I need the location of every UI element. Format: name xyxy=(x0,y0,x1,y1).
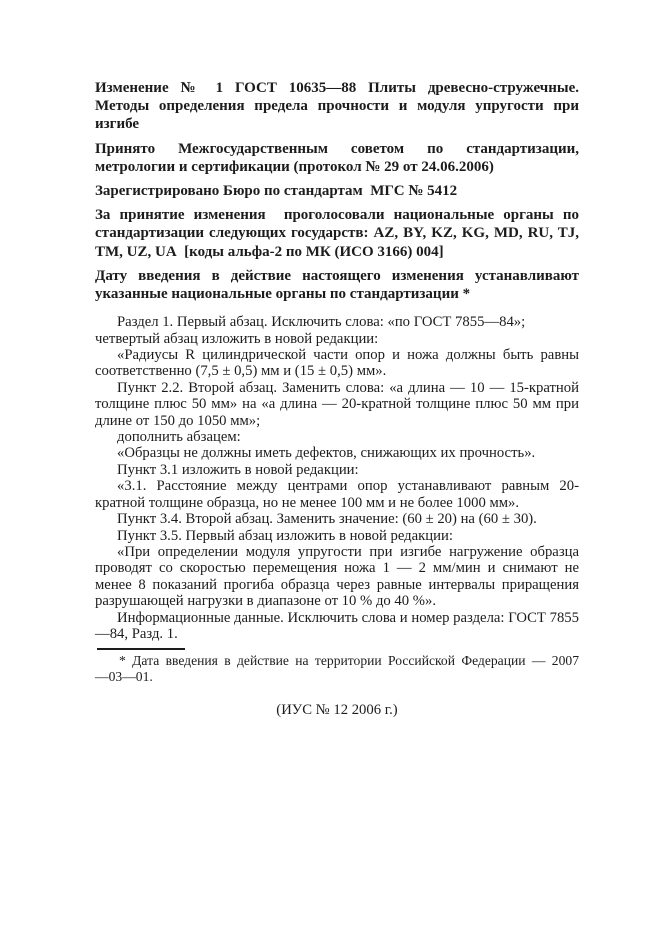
amendment-paragraph: Пункт 2.2. Второй абзац. Заменить слова: «а длина — 10 — 15-кратной толщине плюс 50 мм» на «а длина — 20-кратной толщине плюс 50 мм при длине от 150 до 1050 мм»; xyxy=(95,379,579,429)
amendment-paragraph: «3.1. Расстояние между центрами опор устанавливают равным 20-кратной толщине образца, но не менее 100 мм и не более 1000 мм». xyxy=(95,478,579,511)
amendment-paragraph: Раздел 1. Первый абзац. Исключить слова: «по ГОСТ 7855—84»; xyxy=(117,314,526,331)
amendment-paragraph: Информационные данные. Исключить слова и номер раздела: ГОСТ 7855—84, Разд. 1. xyxy=(95,609,579,642)
amendment-paragraph: Пункт 3.1 изложить в новой редакции: xyxy=(117,461,359,478)
document-content xyxy=(95,79,579,719)
preamble-paragraph: Принято Межгосударственным советом по стандартизации, метрологии и сертификации (протокол № 29 от 24.06.2006) xyxy=(95,140,579,175)
preamble-paragraph: За принятие изменения проголосовали национальные органы по стандартизации следующих государств: AZ, BY, KZ, KG, MD, RU, TJ, TM, UZ, UA [коды альфа-2 по МК (ИСО 3166) 004] xyxy=(95,207,579,260)
footnote-divider xyxy=(97,648,185,650)
preamble-paragraph: Изменение № 1 ГОСТ 10635—88 Плиты древесно-стружечные. Методы определения предела прочности и модуля упругости при изгибе xyxy=(95,80,579,133)
amendment-paragraph: «Образцы не должны иметь дефектов, снижающих их прочность». xyxy=(117,445,536,462)
amendments-section xyxy=(95,314,579,642)
footnote: * Дата введения в действие на территории Российской Федерации — 2007—03—01. xyxy=(95,653,579,685)
amendment-paragraph: Пункт 3.4. Второй абзац. Заменить значение: (60 ± 20) на (60 ± 30). xyxy=(117,511,537,528)
issue-note: (ИУС № 12 2006 г.) xyxy=(276,702,398,719)
amendment-paragraph: Пункт 3.5. Первый абзац изложить в новой редакции: xyxy=(117,527,453,544)
preamble-paragraph: Дату введения в действие настоящего изменения устанавливают указанные национальные органы по стандартизации * xyxy=(95,267,579,303)
amendment-paragraph: четвертый абзац изложить в новой редакции: xyxy=(95,330,379,347)
amendment-paragraph: «Радиусы R цилиндрической части опор и ножа должны быть равны соответственно (7,5 ± 0,5) мм и (15 ± 0,5) мм». xyxy=(95,347,579,380)
amendment-paragraph: «При определении модуля упругости при изгибе нагружение образца проводят со скоростью перемещения ножа 1 — 2 мм/мин и снимают не менее 8 показаний прогиба образца через равные интервалы приращения разрушающей нагрузки в диапазоне от 10 % до 40 %». xyxy=(95,543,579,610)
amendment-paragraph: дополнить абзацем: xyxy=(117,429,241,446)
preamble-paragraph: Зарегистрировано Бюро по стандартам МГС № 5412 xyxy=(95,183,458,200)
preamble-section xyxy=(95,79,579,303)
